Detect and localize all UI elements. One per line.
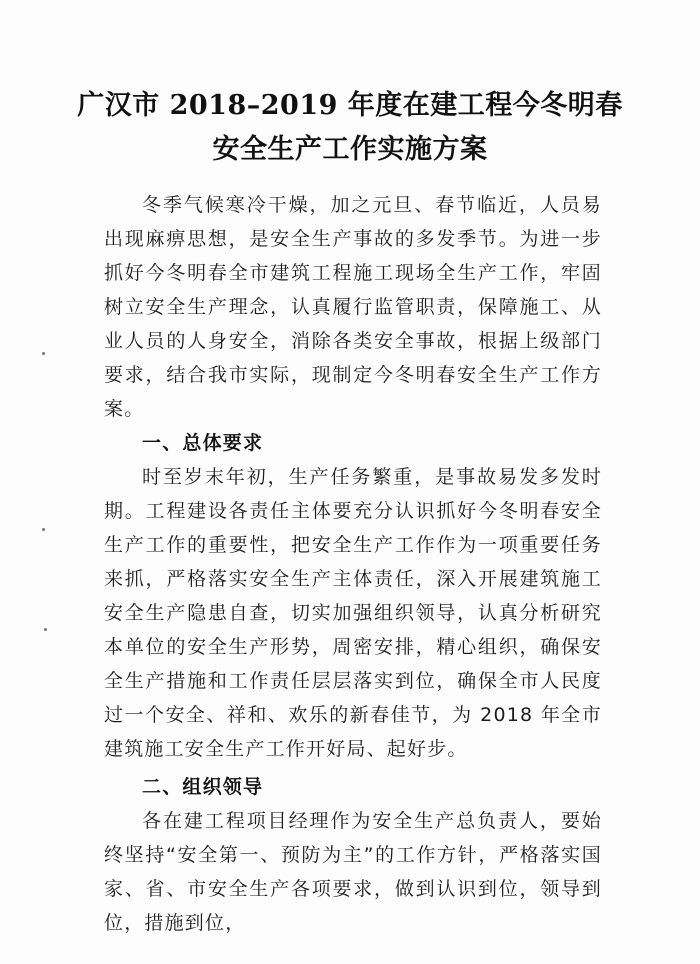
scan-speck [42, 528, 45, 531]
document-body [104, 188, 602, 940]
section-2-paragraph: 各在建工程项目经理作为安全生产总负责人，要始终坚持“安全第一、预防为主”的工作方针，严格落实国家、省、市安全生产各项要求，做到认识到位，领导到位，措施到位， [104, 810, 602, 934]
scan-speck [42, 352, 45, 355]
section-heading-1: 一、总体要求 [142, 432, 264, 454]
section-heading-2: 二、组织领导 [142, 776, 264, 798]
scan-speck [44, 628, 47, 631]
title-line-2: 安全生产工作实施方案 [212, 134, 488, 165]
intro-paragraph: 冬季气候寒冷干燥，加之元旦、春节临近，人员易出现麻痹思想，是安全生产事故的多发季节。为进一步抓好今冬明春全市建筑工程施工现场全生产工作，牢固树立安全生产理念，认真履行监管职责，保障施工、从业人员的人身安全，消除各类安全事故，根据上级部门要求，结合我市实际，现制定今冬明春安全生产工作方案。 [104, 194, 602, 420]
document-title [0, 84, 700, 172]
title-line-1: 广汉市 2018–2019 年度在建工程今冬明春 [77, 90, 623, 121]
section-1-paragraph: 时至岁末年初，生产任务繁重，是事故易发多发时期。工程建设各责任主体要充分认识抓好今冬明春安全生产工作的重要性，把安全生产工作作为一项重要任务来抓，严格落实安全生产主体责任，深入开展建筑施工安全生产隐患自查，切实加强组织领导，认真分析研究本单位的安全生产形势，周密安排，精心组织，确保安全生产措施和工作责任层层落实到位，确保全市人民度过一个安全、祥和、欢乐的新春佳节，为 2018 年全市建筑施工安全生产工作开好局、起好步。 [104, 466, 602, 760]
